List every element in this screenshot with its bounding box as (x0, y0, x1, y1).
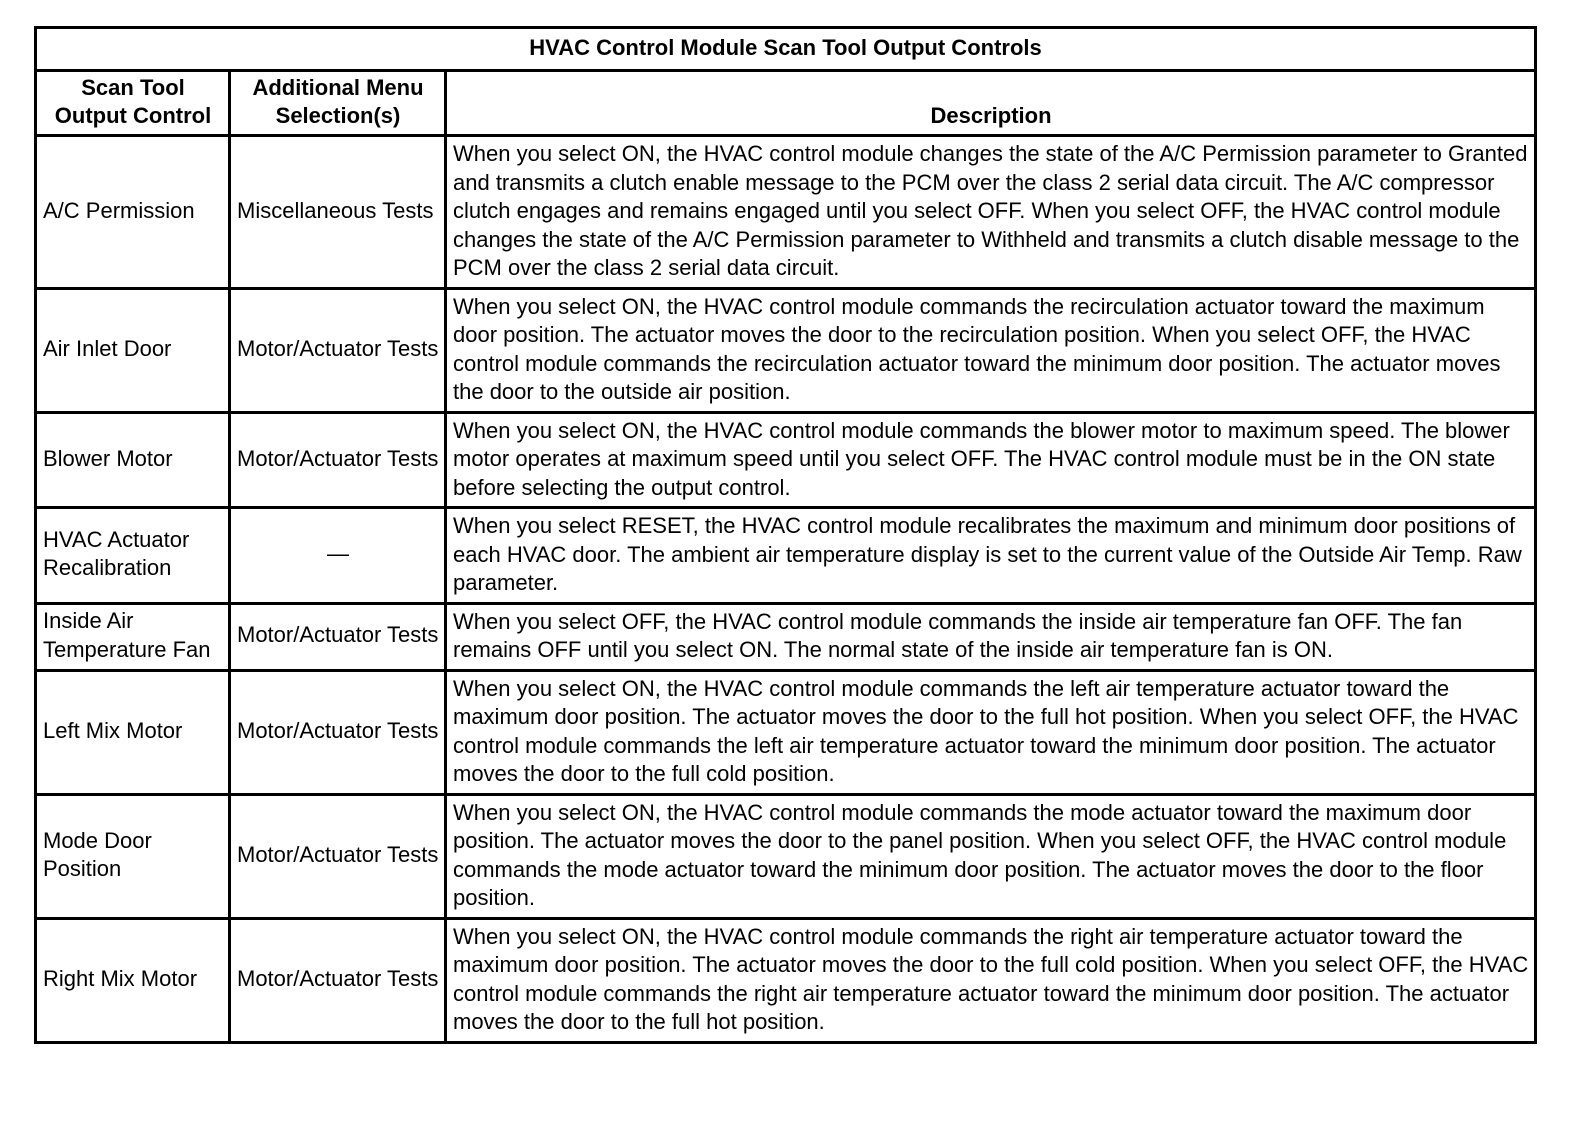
output-control-cell: A/C Permission (36, 136, 230, 289)
output-control-cell: Mode Door Position (36, 794, 230, 918)
header-menu-selection: Additional Menu Selection(s) (230, 71, 446, 136)
header-output-control: Scan Tool Output Control (36, 71, 230, 136)
description-cell: When you select ON, the HVAC control module commands the right air temperature actuator toward the maximum door position. The actuator moves the door to the full cold position. When you select OFF, the HVAC control module commands the right air temperature actuator toward the minimum door position. The actuator moves the door to the full hot position. (446, 918, 1536, 1042)
table-row (36, 794, 1536, 918)
output-control-cell: Right Mix Motor (36, 918, 230, 1042)
column-header-row (36, 71, 1536, 136)
description-cell: When you select ON, the HVAC control module commands the left air temperature actuator toward the maximum door position. The actuator moves the door to the full hot position. When you select OFF, the HVAC control module commands the left air temperature actuator toward the minimum door position. The actuator moves the door to the full cold position. (446, 670, 1536, 794)
output-controls-table (34, 26, 1537, 1044)
menu-selection-cell: Motor/Actuator Tests (230, 794, 446, 918)
output-control-cell: Left Mix Motor (36, 670, 230, 794)
table-row (36, 136, 1536, 289)
menu-selection-cell: Motor/Actuator Tests (230, 288, 446, 412)
table-row (36, 288, 1536, 412)
table-title: HVAC Control Module Scan Tool Output Controls (36, 28, 1536, 71)
menu-selection-cell: Miscellaneous Tests (230, 136, 446, 289)
description-cell: When you select OFF, the HVAC control module commands the inside air temperature fan OFF. The fan remains OFF until you select ON. The normal state of the inside air temperature fan is ON. (446, 603, 1536, 670)
output-control-cell: Blower Motor (36, 412, 230, 508)
menu-selection-cell: — (230, 508, 446, 604)
table-row (36, 670, 1536, 794)
header-description: Description (446, 71, 1536, 136)
output-control-cell: Air Inlet Door (36, 288, 230, 412)
table-row (36, 603, 1536, 670)
menu-selection-cell: Motor/Actuator Tests (230, 603, 446, 670)
menu-selection-cell: Motor/Actuator Tests (230, 918, 446, 1042)
description-cell: When you select ON, the HVAC control module commands the recirculation actuator toward the maximum door position. The actuator moves the door to the recirculation position. When you select OFF, the HVAC control module commands the recirculation actuator toward the minimum door position. The actuator moves the door to the outside air position. (446, 288, 1536, 412)
table-row (36, 918, 1536, 1042)
menu-selection-cell: Motor/Actuator Tests (230, 412, 446, 508)
table-row (36, 412, 1536, 508)
output-control-cell: Inside Air Temperature Fan (36, 603, 230, 670)
output-control-cell: HVAC Actuator Recalibration (36, 508, 230, 604)
table-title-row (36, 28, 1536, 71)
menu-selection-cell: Motor/Actuator Tests (230, 670, 446, 794)
description-cell: When you select RESET, the HVAC control module recalibrates the maximum and minimum door positions of each HVAC door. The ambient air temperature display is set to the current value of the Outside Air Temp. Raw parameter. (446, 508, 1536, 604)
description-cell: When you select ON, the HVAC control module changes the state of the A/C Permission parameter to Granted and transmits a clutch enable message to the PCM over the class 2 serial data circuit. The A/C compressor clutch engages and remains engaged until you select OFF. When you select OFF, the HVAC control module changes the state of the A/C Permission parameter to Withheld and transmits a clutch disable message to the PCM over the class 2 serial data circuit. (446, 136, 1536, 289)
table-row (36, 508, 1536, 604)
description-cell: When you select ON, the HVAC control module commands the mode actuator toward the maximum door position. The actuator moves the door to the panel position. When you select OFF, the HVAC control module commands the mode actuator toward the minimum door position. The actuator moves the door to the floor position. (446, 794, 1536, 918)
description-cell: When you select ON, the HVAC control module commands the blower motor to maximum speed. The blower motor operates at maximum speed until you select OFF. The HVAC control module must be in the ON state before selecting the output control. (446, 412, 1536, 508)
